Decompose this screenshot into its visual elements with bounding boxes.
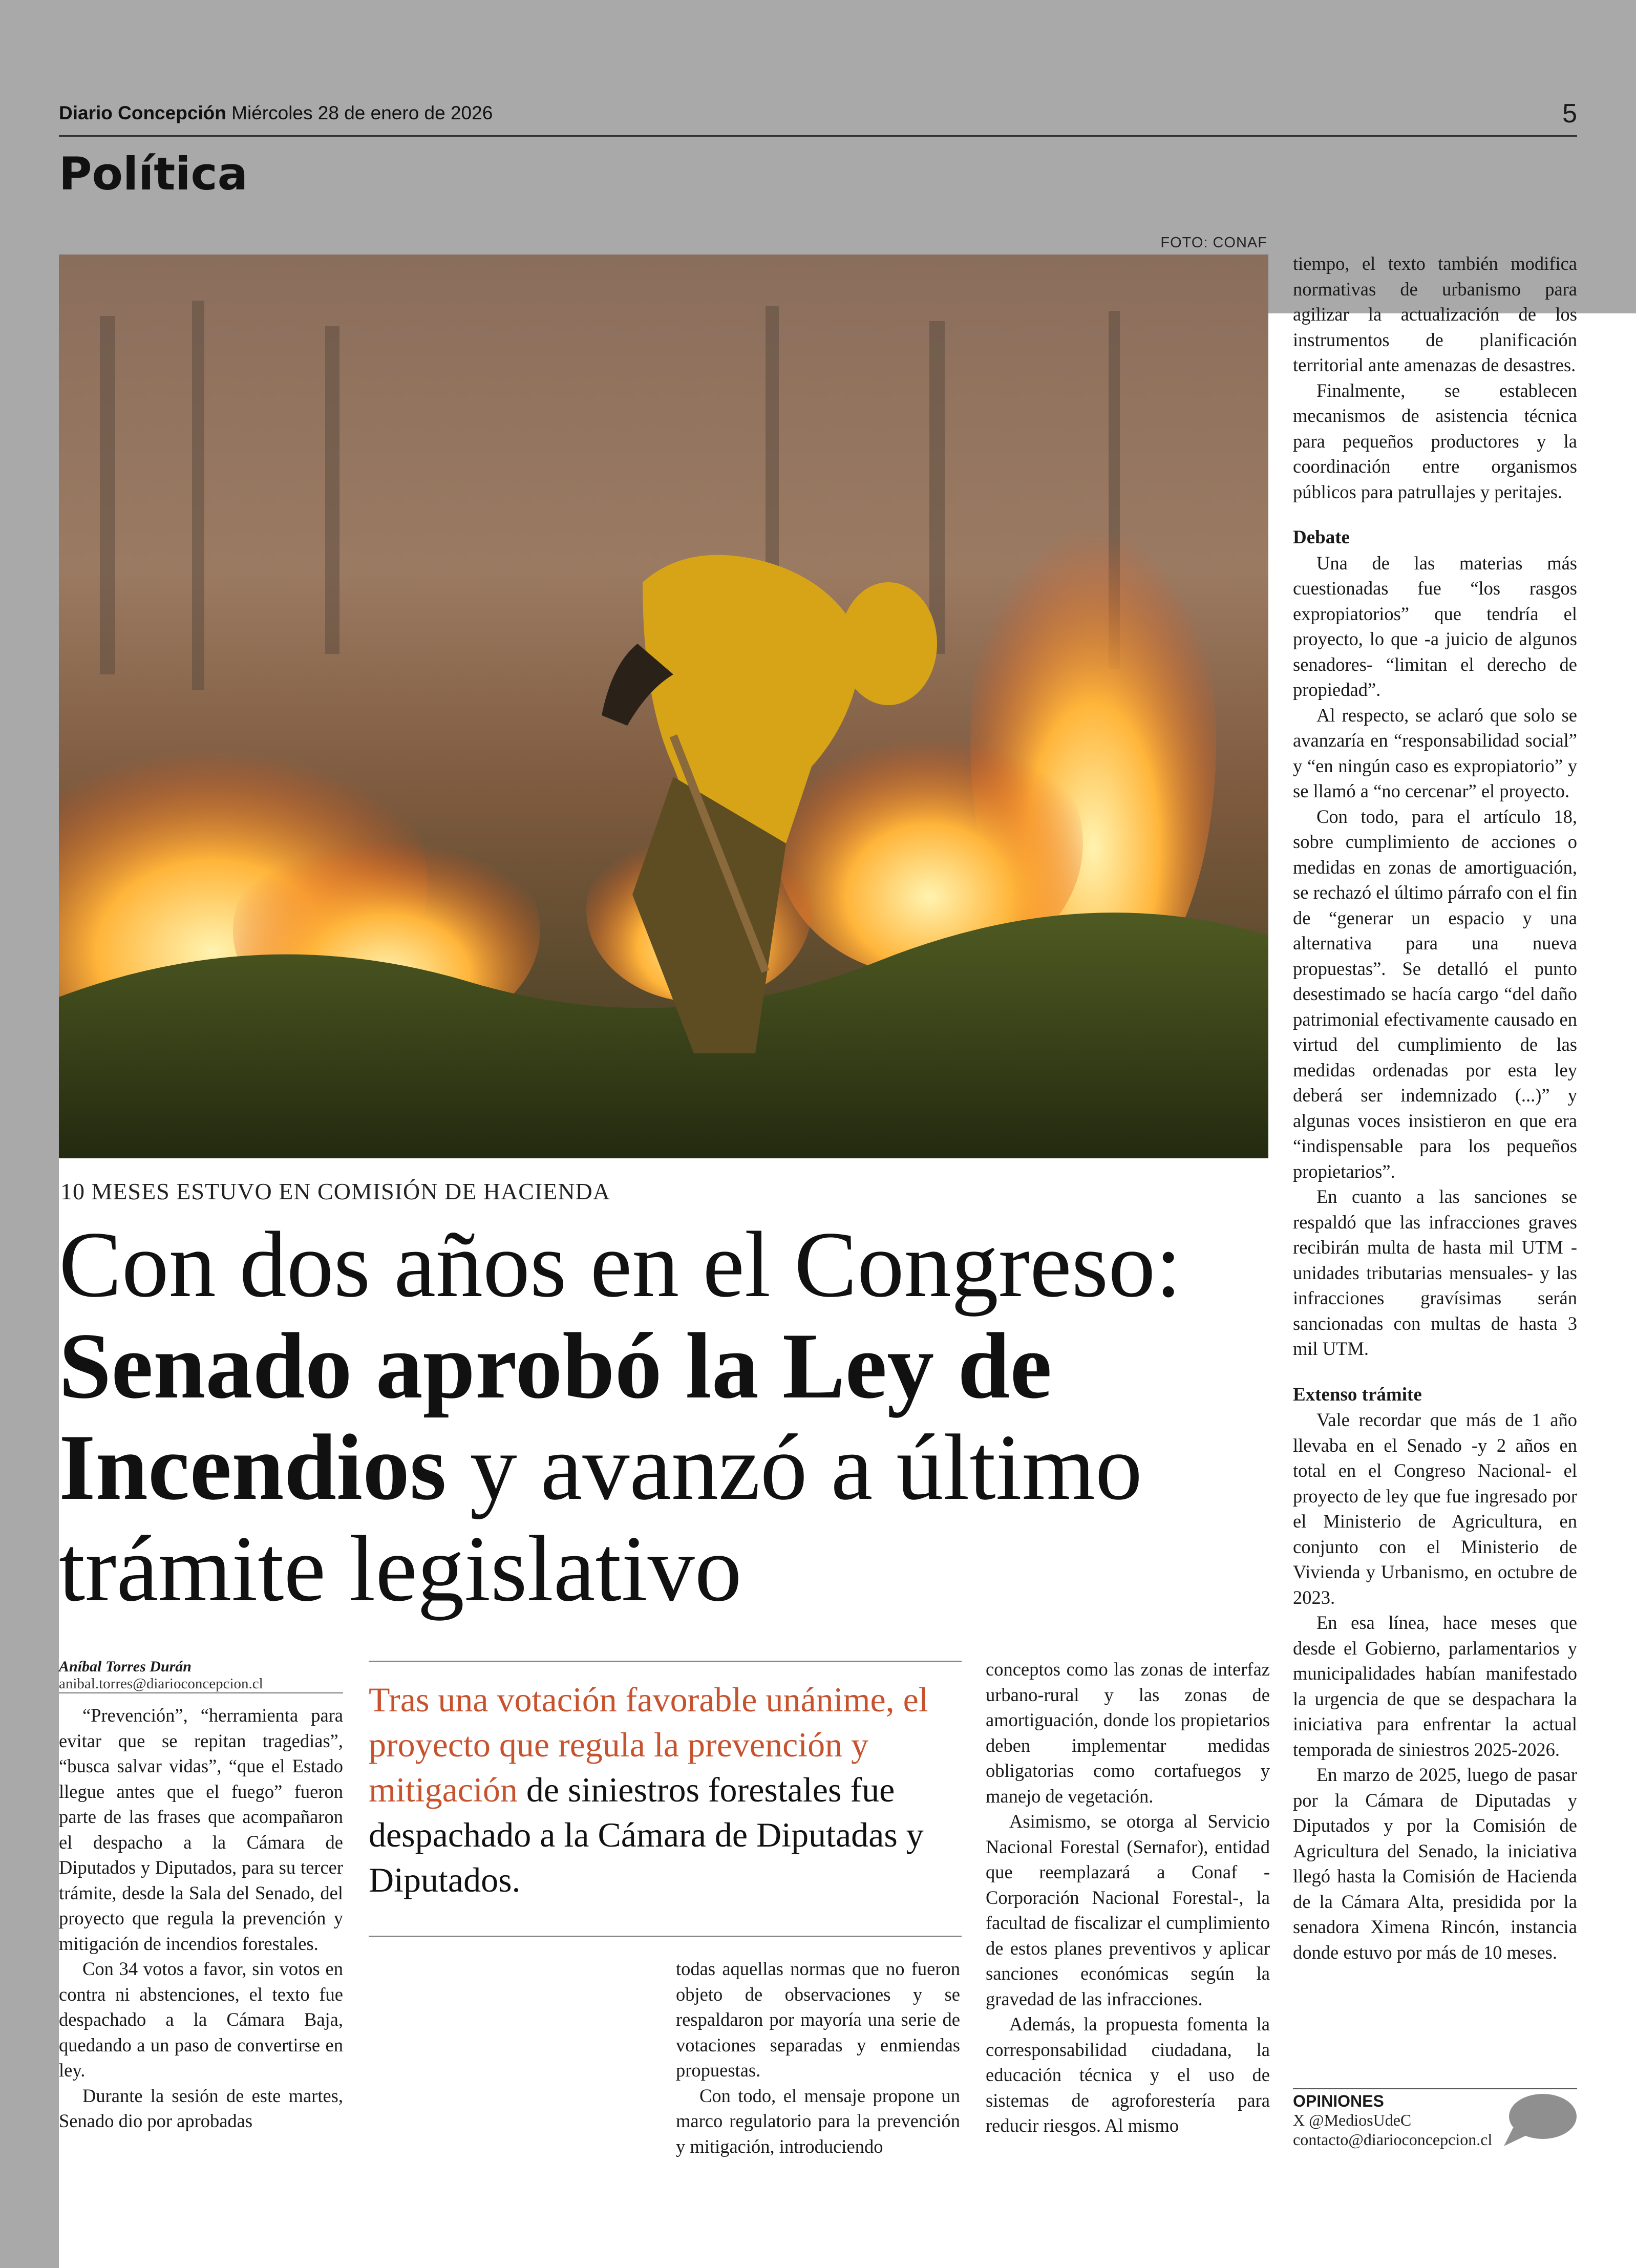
paragraph: Además, la propuesta fomenta la corresponsabilidad ciudadana, la educación técnica y el uso de sistemas de agroforestería para reducir riesgos. Al mismo xyxy=(986,2013,1270,2136)
author-email: anibal.torres@diarioconcepcion.cl xyxy=(59,1676,263,1692)
left-gray-margin xyxy=(0,0,59,2268)
body-column-1 xyxy=(59,1703,343,2134)
subhead-extenso-tramite: Extenso trámite xyxy=(1293,1384,1422,1405)
paragraph: todas aquellas normas que no fueron objeto de observaciones y se respaldaron por mayoría una serie de votaciones separadas y enmiendas propuestas. xyxy=(676,1958,960,2081)
body-column-3 xyxy=(986,1657,1270,2138)
paragraph: Una de las materias más cuestionadas fue “los rasgos expropiatorios” que tendría el proyecto, lo que -a juicio de algunos senadores- “limitan el derecho de propiedad”. xyxy=(1293,552,1577,700)
deck-bottom-rule xyxy=(369,1936,962,1937)
opinions-contact-email[interactable]: contacto@diarioconcepcion.cl xyxy=(1293,2130,1493,2149)
subhead-debate: Debate xyxy=(1293,527,1350,548)
deck-top-rule xyxy=(369,1661,962,1662)
paragraph: Con todo, para el artículo 18, sobre cumplimiento de acciones o medidas en zonas de amortiguación, se rechazó el último párrafo con el fin de “generar un espacio y una alternativa para una nueva propuestas”. Se detalló el punto desestimado se hacía cargo “del daño patrimonial efectivamente causado en virtud del cumplimiento de las medidas ordenadas por esta ley deberá ser indemnizado (...)” y algunas voces insistieron en que era “indispensable para los pequeños propietarios”. xyxy=(1293,806,1577,1182)
byline-rule xyxy=(59,1692,343,1693)
speech-bubble-icon xyxy=(1503,2092,1577,2148)
paragraph: Finalmente, se establecen mecanismos de asistencia técnica para pequeños productores y la coordinación entre organismos públicos para patrullajes y peritajes. xyxy=(1293,379,1577,502)
article-deck xyxy=(369,1677,962,1902)
paragraph: Asimismo, se otorga al Servicio Nacional Forestal (Sernafor), entidad que reemplazará a Conaf -Corporación Nacional Forestal-, la facultad de fiscalizar el cumplimiento de estos planes preventivos y aplicar sanciones económicas según la gravedad de las infracciones. xyxy=(986,1811,1270,2009)
deck-rest: de siniestros forestales fue despachado a la Cámara de Diputadas y Diputados. xyxy=(369,1770,924,1899)
header-rule xyxy=(59,135,1577,137)
article-kicker: 10 MESES ESTUVO EN COMISIÓN DE HACIENDA xyxy=(60,1178,610,1204)
wildfire-firefighter-illustration xyxy=(59,255,1268,1158)
paragraph: Durante la sesión de este martes, Senado dio por aprobadas xyxy=(59,2085,343,2131)
paragraph: Vale recordar que más de 1 año llevaba en el Senado -y 2 años en total en el Congreso Nacional- el proyecto de ley que fue ingresado por el Ministerio de Agricultura, en conjunto con el Ministerio de Vivienda y Urbanismo, en octubre de 2023. xyxy=(1293,1409,1577,1608)
paragraph: En cuanto a las sanciones se respaldó que las infracciones graves recibirán multa de hasta mil UTM -unidades tributarias mensuales- y las infracciones gravísimas serán sancionadas con multas de hasta 3 mil UTM. xyxy=(1293,1186,1577,1359)
opinions-rule xyxy=(1293,2088,1577,2089)
photo-credit: FOTO: CONAF xyxy=(1160,235,1267,251)
paragraph: “Prevención”, “herramienta para evitar que se repitan tragedias”, “busca salvar vidas”, “que el Estado llegue antes que el fuego” fueron parte de las frases que acompañaron el despacho a la Cámara de Diputados y Diputados, para su tercer trámite, desde la Sala del Senado, del proyecto que regula la prevención y mitigación de incendios forestales. xyxy=(59,1705,343,1954)
issue-date: Miércoles 28 de enero de 2026 xyxy=(231,102,493,123)
opinions-title: OPINIONES xyxy=(1293,2092,1384,2110)
paragraph: En esa línea, hace meses que desde el Gobierno, parlamentarios y municipalidades habían manifestado la urgencia de que se despachara la iniciativa para enfrentar la actual temporada de siniestros 2025-2026. xyxy=(1293,1612,1577,1760)
headline-line-1: Con dos años en el Congreso: xyxy=(59,1212,1182,1317)
body-column-2 xyxy=(676,1956,960,2159)
paragraph: En marzo de 2025, luego de pasar por la Cámara de Diputadas y Diputados y por la Comisión de Agricultura del Senado, la iniciativa llegó hasta la Comisión de Hacienda de la Cámara Alta, presidida por la senadora Ximena Rincón, instancia donde estuvo por más de 10 meses. xyxy=(1293,1764,1577,1963)
headline-bold: Senado aprobó la Ley de Incendios xyxy=(59,1313,1052,1519)
paragraph: tiempo, el texto también modifica normativas de urbanismo para agilizar la actualización de los instrumentos de planificación territorial ante amenazas de desastres. xyxy=(1293,253,1577,375)
article-photo xyxy=(59,255,1268,1158)
page-header xyxy=(59,102,1577,138)
author-name: Aníbal Torres Durán xyxy=(59,1658,192,1675)
headline-rest: y avanzó a último trámite legislativo xyxy=(59,1415,1142,1621)
article-headline xyxy=(59,1214,1267,1619)
paragraph: Con 34 votos a favor, sin votos en contra ni abstenciones, el texto fue despachado a la Cámara Baja, quedando a un paso de convertirse en ley. xyxy=(59,1958,343,2081)
paragraph: conceptos como las zonas de interfaz urbano-rural y las zonas de amortiguación, donde los propietarios deben implementar medidas obligatorias como cortafuegos y manejo de vegetación. xyxy=(986,1659,1270,1807)
newspaper-name: Diario Concepción xyxy=(59,102,226,123)
section-title: Política xyxy=(59,147,248,200)
paragraph: Con todo, el mensaje propone un marco regulatorio para la prevención y mitigación, introduciendo xyxy=(676,2085,960,2157)
body-column-4 xyxy=(1293,251,1577,1965)
deck-highlight: Tras una votación favorable unánime, el proyecto que regula la prevención y mitigación xyxy=(369,1680,928,1809)
opinions-x-handle[interactable]: X @MediosUdeC xyxy=(1293,2111,1412,2129)
page-number: 5 xyxy=(1562,99,1577,129)
paragraph: Al respecto, se aclaró que solo se avanzaría en “responsabilidad social” y “en ningún caso es expropiatorio” y se llamó a “no cercenar” el proyecto. xyxy=(1293,704,1577,801)
